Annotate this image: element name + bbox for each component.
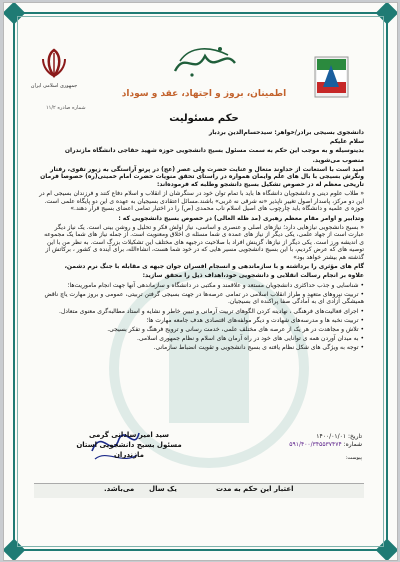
- frame-corner: [376, 539, 398, 561]
- signer-name: سید امیر سادانی گرمی: [88, 431, 170, 439]
- goals-intro-1: گام های مؤثری را برداشته و با سازماندهی و انسجام افسران جوان جبهه ی مقابله با جنگ نرم دشمن،: [64, 263, 364, 271]
- goal-text: تربیت نخبه ها و مدرسه‌های شهادت و دیگر مولفه‌های اقتصادی هدف جامعه مهارت ها؛: [146, 316, 359, 324]
- iran-emblem-icon: [37, 47, 71, 79]
- goal-text: اجرای فعالیت‌های فرهنگی ، نهادینه کردن الگوهای تربیت آرمانی و تبیین خاطر و نشایه و استاد مطالبه‌گری معنوی متعادل.: [59, 307, 359, 315]
- goal-item: • اجرای فعالیت‌های فرهنگی ، نهادینه کردن الگوهای تربیت آرمانی و تبیین خاطر و نشایه و استاد مطالبه‌گری معنوی متعادل.: [59, 307, 364, 315]
- imam-quote: « طلاب علوم دینی و دانشجویان دانشگاه ها باید با تمام توان خود در سنگرشان از انقلاب و اسلام دفاع کنند و فرزندان بسیجی ام در این دو مرکز، پاسدار اصول تغییر ناپذیر «نه شرقی نه غربی» باشند.مسائل اعتقادی بسیجیان به عهده ی این دو پایگاه علمی است. حوزه ی علمیه و دانشگاه باید چارچوب های اصیل اسلام ناب محمدی (ص) را در اختیار تمامی اعضای بسیج قرار دهند.»: [39, 190, 364, 213]
- goal-text: تلاش و مجاهدت در هر یک از عرصه های مختلف علمی، خدمت رسانی و ترویج فرهنگ و تفکر بسیجی.: [107, 325, 359, 333]
- greeting: سلام علیکم: [329, 138, 364, 146]
- signer-title: مسئول بسیج دانشجویی استان مازندران: [76, 441, 182, 459]
- number-value: ۵۹۱/۴۰۰/۳۴۵۵۳۷۴۷۴: [289, 441, 342, 448]
- number-label: شماره:: [343, 441, 362, 448]
- attachment-label: پیوست:: [345, 455, 362, 461]
- goal-text: توجه به ویژگی های شکل نظام یافته ی بسیج دانشجویی و تقویت انضباط سازمانی.: [153, 344, 359, 352]
- directives-intro: وتدابیر و اوامر مقام معظم رهبری (مد ظله العالی) در خصوص بسیج دانشجویی که :: [118, 214, 364, 222]
- date-label: تاریخ:: [348, 433, 362, 440]
- header-slogan: اطمینان، بروز و اجتهاد، عقد و سوداد: [121, 89, 287, 99]
- goal-text: شناسایی و جذب حداکثری دانشجویان مستعد و علاقمند و مکتبی در دانشگاه و سازماندهی آنها جهت انجام ماموریت‌ها؛: [67, 281, 359, 289]
- goals-intro-2: علاوه بر انجام رسالت انقلابی و دانشجویی خود،اهداف ذیل را محقق سازید:: [142, 272, 364, 280]
- goal-item: • تلاش و مجاهدت در هر یک از عرصه های مختلف علمی، خدمت رسانی و ترویج فرهنگ و تفکر بسیجی.: [107, 325, 364, 333]
- hope-paragraph: امید است با استعانت از خداوند متعال و عنایت حضرت ولی عصر (عج) در پرتو آراستگی به زیور تقوی، رفتار ونگرش بسیجی با بال های علم وایمان همواره در راستای تحقق منویات حضرت امام خمینی(ره) خصوصا فرمان تاریخی معظم له در خصوص تشکیل بسیج دانشجو وطلبه که فرموده‌اند:: [40, 165, 364, 188]
- document-meta: [262, 433, 362, 449]
- number-row: [262, 441, 362, 449]
- letter-body: [38, 129, 364, 354]
- appointment-line: بدینوسیله و به موجب این حکم به سمت مسئول بسیج دانشجویی حوزه شهید حقاجی دانشگاه مازندران: [64, 147, 364, 155]
- certificate-page: [3, 2, 398, 561]
- goal-item: • توجه به ویژگی های شکل نظام یافته ی بسیج دانشجویی و تقویت انضباط سازمانی.: [153, 344, 364, 352]
- frame-corner: [376, 2, 398, 24]
- issue-note: شماره صادره ۱۱/۲: [46, 105, 86, 111]
- validity-period: می‌باشد.: [104, 485, 135, 493]
- goal-text: به میدان آوردن همه ی توانایی های خود در راه آرمان های اسلام و نظام جمهوری اسلامی.: [137, 335, 359, 343]
- validity-bar: [34, 483, 364, 498]
- frame-corner: [3, 2, 25, 24]
- date-value: ۱۴۰۰/۰۱/۰۱: [316, 433, 347, 440]
- appointed-line: منصوب می‌شوید.: [312, 156, 364, 164]
- goal-text: تربیت نیروهای متعهد و طراز انقلاب اسلامی در تمامی عرصه‌ها در جهت بسیجی گرفتن تربیتی، عمومی و بروز مهارت یاچ ناقض همیشگی آزادی ای به آمادگی صفا پراکنده ای بسیجیان.: [44, 290, 364, 306]
- recipient-line: دانشجوی بسیجی برادر/خواهر: سیدحسام‌الدین بردبار: [208, 129, 364, 136]
- basij-emblem-icon: [309, 53, 354, 105]
- goal-item: • شناسایی و جذب حداکثری دانشجویان مستعد و علاقمند و مکتبی در دانشگاه و سازماندهی آنها جهت انجام ماموریت‌ها؛: [67, 281, 364, 289]
- frame-corner: [3, 539, 25, 561]
- page-title: حکم مسئولیت: [169, 113, 239, 124]
- date-row: [262, 433, 362, 441]
- goal-item: • تربیت نیروهای متعهد و طراز انقلاب اسلامی در تمامی عرصه‌ها در جهت بسیجی گرفتن تربیتی، عمومی و بروز مهارت یاچ ناقض همیشگی آزادی ای به آمادگی صفا پراکنده ای بسیجیان.: [44, 290, 364, 306]
- calligraphy-logo-icon: [170, 41, 240, 81]
- country-caption: جمهوری اسلامی ایران: [30, 83, 78, 89]
- goal-item: • تربیت نخبه ها و مدرسه‌های شهادت و دیگر مولفه‌های اقتصادی هدف جامعه مهارت ها؛: [146, 316, 364, 324]
- validity-label: اعتبار این حکم به مدت: [216, 485, 294, 493]
- directives-text: « بسیج دانشجویی نیازهایی دارد؛ نیازهای اصلی و عنصری و اساسی، نیاز اولش فکر و تحلیل و روشن بینی است. یک نیاز دیگر عبارت است از جهاد علمی، یکی دیگر از نیاز های عمده ی شما مسئله ی اخلاق ومعنویت است. از جمله نیاز های شما یک مجموعه ی اندیشه ورز است. یکی دیگر از نیازها، گزینش افراد با صلاحیت درجبهه های مختلف این تشکیلات بزرگ است. به نظر من با این توصیه های که عرض کردیم، با این بسیج دانشجویی مسیر هایی که در خود شما هست، انشاءالله، برای آینده ی کشور ، برکاتش از گذشته هم بیشتر خواهد بود»: [44, 223, 364, 262]
- signature-block: [64, 430, 194, 460]
- validity-term: یک سال: [149, 485, 177, 493]
- goal-item: • به میدان آوردن همه ی توانایی های خود در راه آرمان های اسلام و نظام جمهوری اسلامی.: [137, 335, 364, 343]
